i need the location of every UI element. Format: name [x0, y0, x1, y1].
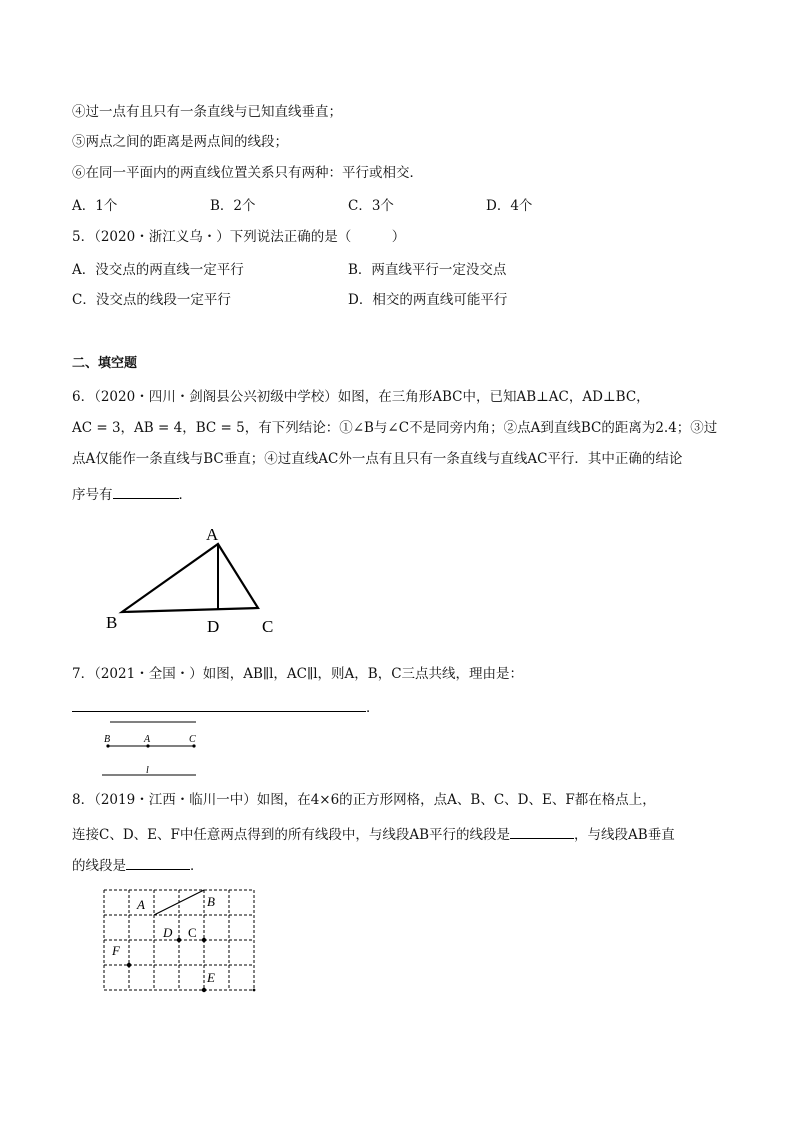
point-e	[202, 988, 206, 992]
q4-statement-4: ④过一点有且只有一条直线与已知直线垂直；	[72, 104, 342, 120]
q7-answer-end: ．	[366, 700, 380, 716]
label-b: B	[106, 613, 118, 632]
label-c: C	[188, 925, 197, 940]
label-c: C	[262, 617, 274, 636]
label-c: C	[189, 734, 196, 745]
point-f	[127, 963, 131, 967]
q6-line-1: 6．（2020・四川・剑阁县公兴初级中学校）如图，在三角形ABC中，已知AB⊥AC，AD⊥BC，	[72, 389, 650, 405]
q7-collinear-figure	[98, 718, 208, 780]
q8-parallel-blank[interactable]	[510, 824, 574, 839]
q7-answer-line	[72, 697, 380, 717]
q4-option-b: B．2个	[210, 198, 256, 214]
q6-line-2: AC = 3，AB = 4，BC = 5，有下列结论：①∠B与∠C不是同旁内角；②点A到直线BC的距离为2.4；③过	[72, 420, 718, 436]
label-b: B	[207, 894, 215, 909]
q6-answer-end: ．	[178, 487, 192, 503]
label-l: l	[146, 765, 149, 776]
label-a: A	[137, 897, 145, 912]
label-a: A	[144, 734, 151, 745]
q5-option-d: D．相交的两直线可能平行	[348, 292, 508, 308]
point-d	[177, 938, 181, 942]
q8-line-3-end: ．	[190, 858, 204, 874]
label-b: B	[104, 734, 111, 745]
q8-perpendicular-blank[interactable]	[126, 855, 190, 870]
q7-answer-blank[interactable]	[72, 697, 366, 712]
point-c	[202, 938, 206, 942]
q8-grid-figure	[100, 886, 265, 996]
section-heading-fill-in: 二、填空题	[72, 356, 138, 371]
q6-line-4	[72, 484, 192, 504]
q6-answer-prefix: 序号有	[72, 487, 113, 503]
q8-line-2	[72, 824, 675, 844]
q5-option-c: C．没交点的线段一定平行	[72, 292, 231, 308]
label-d: D	[163, 925, 173, 940]
q6-triangle-figure	[100, 520, 290, 640]
q8-line-2-tail: ，与线段AB垂直	[574, 827, 675, 843]
q4-statement-5: ⑤两点之间的距离是两点间的线段；	[72, 134, 288, 150]
label-d: D	[207, 617, 220, 636]
q4-option-c: C．3个	[348, 198, 394, 214]
q8-line-3-text: 的线段是	[72, 858, 126, 874]
q5-option-b: B．两直线平行一定没交点	[348, 262, 507, 278]
q8-line-3	[72, 855, 204, 875]
q5-stem: 5．（2020・浙江义乌・）下列说法正确的是（ ）	[72, 229, 406, 245]
q8-line-2-text: 连接C、D、E、F中任意两点得到的所有线段中，与线段AB平行的线段是	[72, 827, 511, 843]
triangle-abc	[122, 544, 258, 612]
grid-corner-dot	[253, 989, 256, 992]
q6-line-3: 点A仅能作一条直线与BC垂直；④过直线AC外一点有且只有一条直线与直线AC平行．其中正确的结论	[72, 451, 683, 467]
label-a: A	[206, 525, 219, 544]
q6-answer-blank[interactable]	[113, 484, 179, 499]
q4-option-a: A．1个	[72, 198, 118, 214]
label-e: E	[207, 970, 215, 985]
q7-stem: 7．（2021・全国・）如图，AB∥l，AC∥l，则A，B，C三点共线，理由是：	[72, 666, 524, 682]
q4-option-d: D．4个	[486, 198, 533, 214]
q4-statement-6: ⑥在同一平面内的两直线位置关系只有两种：平行或相交．	[72, 165, 423, 181]
q8-line-1: 8．（2019・江西・临川一中）如图，在4×6的正方形网格，点A、B、C、D、E、F都在格点上，	[72, 792, 656, 808]
label-f: F	[112, 943, 120, 958]
q5-option-a: A．没交点的两直线一定平行	[72, 262, 244, 278]
